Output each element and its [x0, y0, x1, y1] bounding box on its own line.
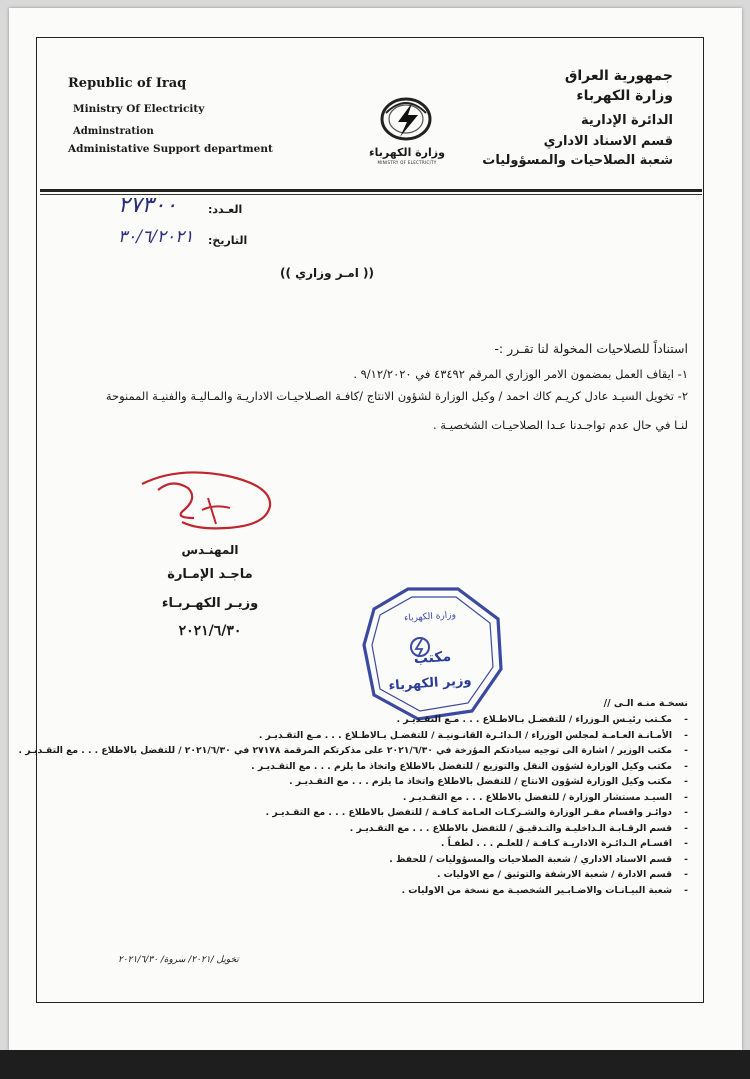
- signer-name: ماجـد الإمـارة: [167, 567, 253, 582]
- bottom-shadow-strip: [0, 1050, 750, 1079]
- signature-date: ٢٠٢١/٦/٣٠: [178, 623, 242, 639]
- order-title: (( امـر وزاري )): [280, 266, 374, 280]
- list-item: -قسم الاسناد الاداري / شعبة الصلاحيات والمسؤوليات / للحفظ .: [389, 853, 688, 865]
- header-en-administration: Adminstration: [73, 126, 154, 137]
- date-value: ٣٠/٦/٢٠٢١: [118, 227, 194, 247]
- header-ar-ministry: وزارة الكهرباء: [576, 88, 673, 104]
- body-item-2-line-2: لنـا في حال عدم تواجـدنا عـدا الصلاحيـات الشخصيـة .: [432, 418, 688, 432]
- stamp-ministry: وزارة الكهرباء: [403, 610, 457, 624]
- signer-position: وزيـر الكهـربـاء: [161, 596, 259, 611]
- body-intro: استناداً للصلاحيات المخولة لنا تقـرر :-: [494, 341, 688, 356]
- body-item-2-line-1: ٢- تخويل السيـد عادل كريـم كاك احمد / وكيل الوزارة لشؤون الانتاج /كافـة الصـلاحيـات الاداريـة والمـاليـة والفنيـة الممنوحة: [105, 389, 688, 403]
- list-item: -مكتب الوزير / اشارة الى توجيه سيادتكم المؤرخة في ٢٠٢١/٦/٣٠ على مذكرتكم المرقمة ٢٧١٧٨ في ٢٠٢١/٦/٣٠ / للتفضل بالاطلاع . . . مع التقـديـر .: [18, 745, 688, 756]
- header-ar-country: جمهورية العراق: [564, 68, 673, 84]
- header-en-country: Republic of Iraq: [68, 76, 187, 91]
- body-item-1: ١- ايقاف العمل بمضمون الامر الوزاري المرقم ٤٣٤٩٢ في ٩/١٢/٢٠٢٠ .: [353, 367, 688, 381]
- list-item: -مكتب وكيل الوزارة لشؤون النقل والتوزيع / للتفضل بالاطلاع واتخاذ ما يلزم . . . مع التقـديـر .: [251, 760, 688, 772]
- header-rule-thick: [40, 189, 702, 192]
- list-item: -دوائـر واقسام مقـر الوزارة والشـركـات العـامة كـافـة / للتفضل بالاطلاع . . . مع التقـديـر .: [265, 807, 688, 818]
- number-label: العـدد:: [208, 203, 243, 216]
- number-value: ٢٧٣٠٠: [118, 193, 178, 218]
- header-en-department: Administative Support department: [68, 143, 273, 155]
- stamp-minister: وزير الكهرباء: [388, 673, 472, 694]
- header-ar-directorate: الدائرة الإدارية: [581, 113, 673, 128]
- list-item: -شعبة البيـانـات والاضـابـير الشخصيـة مع نسخة من الاوليات .: [401, 884, 688, 896]
- logo-name-ar: وزارة الكهرباء: [369, 146, 445, 159]
- cc-title: نسخـة منـه الـى //: [603, 698, 688, 709]
- signer-title: المهنـدس: [181, 543, 239, 557]
- list-item: -السيـد مستشار الوزارة / للتفضل بالاطلاع . . . مع التقـديـر .: [402, 791, 688, 803]
- footer-reference: تخويل /٢٠٢١/ سروة/ ٢٠٢١/٦/٣٠: [118, 955, 239, 965]
- list-item: -قسم الرقـابـة الـداخليـة والتـدقيـق / للتفضل بالاطلاع . . . مع التقـديـر .: [349, 822, 688, 834]
- header-ar-section: شعبة الصلاحيات والمسؤوليات: [482, 153, 673, 168]
- list-item: -الأمـانـة العـامـة لمجلس الوزراء / الـدائـرة القانـونيـة / للتفضـل بـالاطـلاع . . . مـع التقـديـر .: [258, 729, 688, 741]
- date-label: التاريخ:: [208, 234, 248, 247]
- list-item: -مكـتب رئيـس الـوزراء / للتفضـل بـالاطـلاع . . . مـع التقـديـر .: [396, 714, 688, 725]
- logo-name-en: MINISTRY OF ELECTRICITY: [377, 160, 437, 165]
- list-item: -اقسـام الـدائـرة الاداريـة كـافـة / للعلـم . . . لطفـاً .: [440, 838, 688, 849]
- header-en-ministry: Ministry Of Electricity: [73, 103, 205, 115]
- stamp-office: مكتب: [413, 648, 452, 668]
- header-ar-department: قسم الاسناد الاداري: [543, 134, 673, 149]
- list-item: -مكتب وكيل الوزارة لشؤون الانتاج / للتفضل بالاطلاع واتخاذ ما يلزم . . . مع التقـديـر .: [289, 776, 688, 787]
- handwritten-signature: [138, 470, 278, 540]
- list-item: -قسم الادارة / شعبة الارشفة والتوثيق / مع الاوليات .: [436, 869, 688, 880]
- cc-list: [18, 712, 688, 898]
